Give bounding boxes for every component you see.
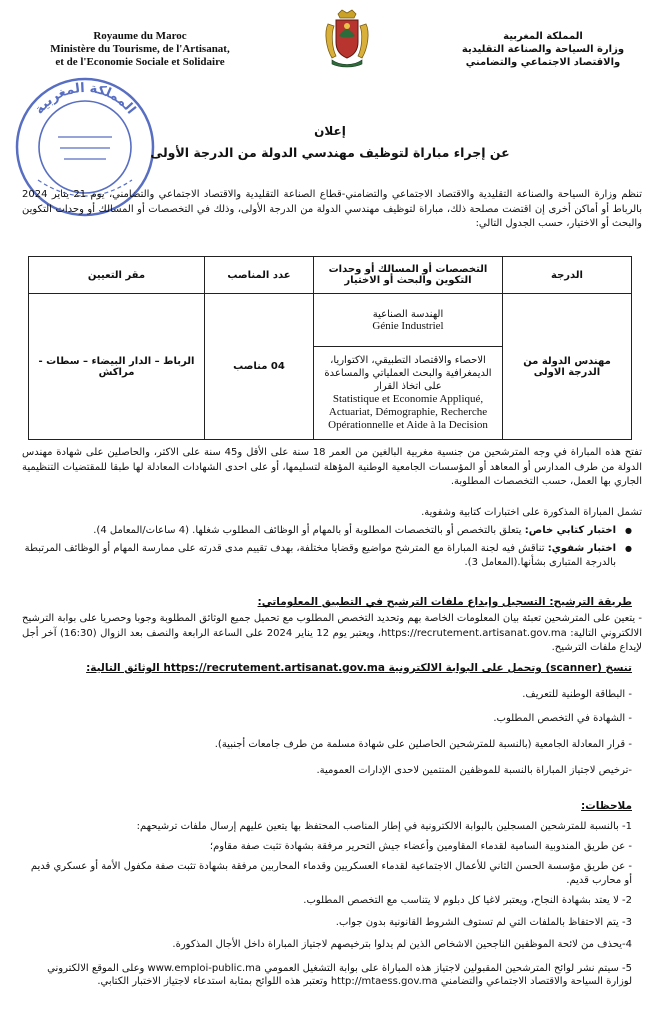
exams-intro: تشمل المباراة المذكورة على اختبارات كتابية وشفوية. (421, 507, 642, 518)
table-row (29, 294, 632, 347)
list-item: 3- يتم الاحتفاظ بالملفات التي لم تستوف الشروط القانونية بدون جواب. (335, 917, 632, 928)
specialty-industrial-fr: Génie Industriel (372, 319, 444, 332)
header-arabic (448, 30, 638, 69)
exam-list (22, 524, 632, 574)
list-item: - قرار المعادلة الجامعية (بالنسبة للمترشحين الحاصلين على شهادة مسلمة من طرف جامعات أجنبية). (214, 739, 632, 750)
list-item: - عن طريق المندوبية السامية لقدماء المقاومين وأعضاء جيش التحرير مرفقة بشهادة تثبت صفة مقاوم؛ (209, 841, 632, 852)
announcement-subject: عن إجراء مباراة لتوظيف مهندسي الدولة من الدرجة الأولى (150, 145, 510, 160)
table-header-row (29, 257, 632, 294)
written-exam-text: يتعلق بالتخصص أو بالتخصصات المطلوبة أو بالمهام أو الوظائف المطلوب شغلها. (4 ساعات/المعامل 4). (93, 525, 522, 536)
header-ar-line1: المملكة المغربية (503, 31, 583, 42)
header-ar-line3: والاقتصاد الاجتماعي والتضامني (465, 57, 621, 68)
header-count: عدد المناصب (205, 257, 314, 294)
header-fr-line3: et de l'Economie Sociale et Solidaire (55, 56, 225, 68)
list-item: 1- بالنسبة للمترشحين المسجلين بالبوابة الالكترونية في إطار المناصب المحتفظ بها يتعين عليهم إرسال ملفات ترشيحهم: (136, 821, 632, 832)
positions-table (28, 256, 632, 440)
specialty-statistics-cell (314, 347, 503, 440)
specialty-industrial-ar: الهندسة الصناعية (372, 308, 444, 320)
count-cell: 04 مناصب (205, 294, 314, 440)
location-cell: الرباط – الدار البيضاء – سطات - مراكش (29, 294, 205, 440)
oral-exam-label: اختبار شفوي: (547, 543, 616, 554)
list-item: 2- لا يعتد بشهادة النجاح، ويعتبر لاغيا كل دبلوم لا يتناسب مع التخصص المطلوب. (303, 895, 632, 906)
header-ar-line2: وزارة السياحة والصناعة التقليدية (461, 44, 625, 55)
list-item: - الشهادة في التخصص المطلوب. (493, 713, 632, 724)
list-item (22, 542, 632, 570)
moroccan-coat-of-arms-emblem (322, 8, 372, 70)
written-exam-label: اختبار كتابي خاص: (524, 525, 616, 536)
grade-cell: مهندس الدولة من الدرجة الاولى (503, 294, 632, 440)
header-location: مقر التعيين (29, 257, 205, 294)
stamp-text: المملكة المغربية (31, 80, 139, 118)
header-grade: الدرجة (503, 257, 632, 294)
header-french (30, 30, 250, 69)
list-item: - البطاقة الوطنية للتعريف. (522, 689, 632, 700)
list-item: 4-يحذف من لائحة الموظفين الناجحين الاشخاص الذين لم يدلوا بترخيصهم لاجتياز المباراة داخل الأجال المذكورة. (172, 939, 632, 950)
notes-title: ملاحظات: (581, 800, 632, 812)
application-method-title: طريقة الترشيح: التسجيل وإيداع ملفات الترشيح في التطبيق المعلوماتي: (257, 596, 632, 608)
list-item: -ترخيص لاجتياز المباراة بالنسبة للموظفين المنتمين لاحدى الإدارات العمومية. (316, 765, 632, 776)
list-item: - عن طريق مؤسسة الحسن الثاني للأعمال الاجتماعية لقدماء العسكريين وقدماء المحاربين مرفقة بشهادة تثبت صفة مكفول الأمة أو عسكري قديم أو محارب قديم. (30, 861, 632, 886)
application-method-text: - يتعين على المترشحين تعبئة بيان المعلومات الخاصة بهم وتحديد التخصص المطلوب مع تحميل جميع الوثائق المطلوبة وجوبا وحصريا على بوابة الترشيح الالكتروني التالية: https://recrutement.artisanat.gov.ma، ويعتبر يوم 12 يناير 2024 على الساعة الرابعة والنصف بعد الزوال (16:30) آخر أجل لإيداع ملفات الترشيح. (22, 613, 642, 653)
header-fr-line2: Ministère du Tourisme, de l'Artisanat, (50, 43, 230, 55)
svg-text:المملكة المغربية (32, 81, 138, 117)
specialty-statistics-fr: Statistique et Economie Appliqué, Actuariat, Démographie, Recherche Opérationnelle et Aide à la Decision (328, 393, 488, 431)
header-specialties: التخصصات أو المسالك أو وحدات التكوين والبحث أو الاختيار (314, 257, 503, 294)
header-fr-line1: Royaume du Maroc (93, 30, 187, 42)
list-item (22, 524, 632, 538)
specialty-industrial-cell (314, 294, 503, 347)
eligibility-paragraph: تفتح هذه المباراة في وجه المترشحين من جنسية مغربية البالغين من العمر 18 سنة على الأقل و45 سنة على الاكثر، والحاصلين على شهادة مهندس الدولة من طرف المدارس أو المعاهد أو المؤسسات الجامعية الوطنية المؤهلة لتسليمها، أو على احدى الشهادات المعادلة لها طبقا للمقتضيات التنظيمية الجاري بها العمل، حسب التخصصات المطلوبة. (22, 447, 643, 487)
documents-title: تنسخ (scanner) وتحمل على البوابة الالكترونية https://recrutement.artisanat.gov.ma الوثائق التالية: (86, 662, 632, 674)
list-item: 5- سيتم نشر لوائح المترشحين المقبولين لاجتياز هذه المباراة على بوابة التشغيل العمومي www.emploi-public.ma وعلى الموقع الالكتروني لوزارة السياحة والاقتصاد الاجتماعي والتضامني http://mtaess.gov.ma وتعتبر هذه اللوائح بمثابة استدعاء لاجتياز الاختبار الكتابي. (47, 963, 632, 987)
oral-exam-text: تناقش فيه لجنة المباراة مع المترشح مواضيع وقضايا مختلفة، بهدف تقييم مدى قدرته على ممارسة المهام أو الوظائف المرتبطة بالدرجة المتبارى بشأنها.(المعامل 3). (24, 543, 616, 568)
specialty-statistics-ar: الاحصاء والاقتصاد التطبيقي، الاكتواريا، الديمغرافية والبحث العملياتي والمساعدة على اتخاذ القرار (324, 355, 492, 392)
announcement-label: إعلان (314, 124, 346, 138)
intro-paragraph: تنظم وزارة السياحة والصناعة التقليدية والاقتصاد الاجتماعي والتضامني-قطاع الصناعة التقليدية والاقتصاد الاجتماعي والتضامني، يوم 21 يناير 2024 بالرباط أو أماكن أخرى إن اقتضت مصلحة ذلك، مباراة لتوظيف مهندسي الدولة من الدرجة الأولى، وذلك في التخصصات أو المسالك أو وحدات التكوين والبحث أو الاختيار، حسب الجدول التالي: (22, 189, 642, 229)
